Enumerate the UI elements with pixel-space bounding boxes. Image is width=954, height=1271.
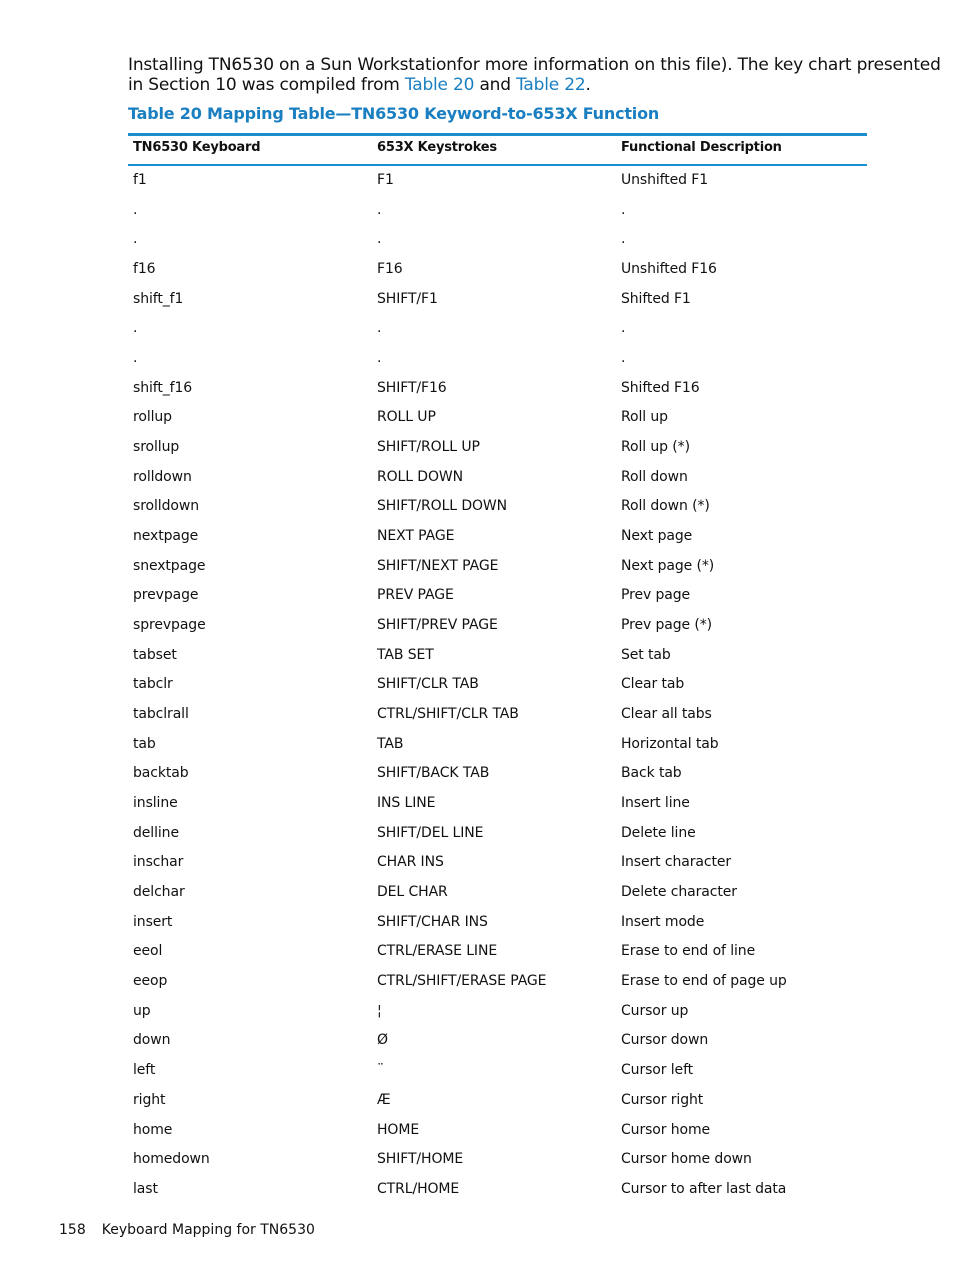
description-cell: Shifted F16 bbox=[621, 379, 700, 396]
table-row bbox=[128, 908, 867, 938]
keystroke-cell: ¦ bbox=[377, 1002, 382, 1019]
keyword-cell: home bbox=[133, 1121, 173, 1138]
description-cell: Insert mode bbox=[621, 913, 705, 930]
table-row bbox=[128, 166, 867, 196]
footer-section-title: Keyboard Mapping for TN6530 bbox=[101, 1222, 315, 1238]
keystroke-cell: SHIFT/DEL LINE bbox=[377, 824, 484, 841]
description-cell: Erase to end of page up bbox=[621, 973, 787, 990]
description-cell: Next page (*) bbox=[621, 557, 715, 574]
keystroke-cell: SHIFT/NEXT PAGE bbox=[377, 557, 499, 574]
table-row bbox=[128, 967, 867, 997]
description-cell: Roll down bbox=[621, 468, 688, 485]
intro-line-1: Installing TN6530 on a Sun Workstationfor more information on this file). The key chart presented bbox=[128, 55, 941, 75]
table-row bbox=[128, 611, 867, 641]
description-cell: Prev page (*) bbox=[621, 617, 713, 634]
table-row bbox=[128, 1116, 867, 1146]
description-cell: Roll up (*) bbox=[621, 439, 690, 456]
description-cell: Insert character bbox=[621, 854, 732, 871]
keyword-cell: up bbox=[133, 1002, 151, 1019]
description-cell: Clear all tabs bbox=[621, 706, 712, 723]
keyword-cell: . bbox=[133, 201, 138, 218]
description-cell: Cursor home bbox=[621, 1121, 711, 1138]
description-cell: Clear tab bbox=[621, 676, 685, 693]
intro-and-text: and bbox=[474, 75, 517, 95]
description-cell: Cursor home down bbox=[621, 1151, 752, 1168]
table-body bbox=[128, 166, 867, 1205]
table-row bbox=[128, 225, 867, 255]
keystroke-cell: CTRL/ERASE LINE bbox=[377, 943, 498, 960]
keyword-cell: . bbox=[133, 231, 138, 248]
keystroke-cell: F1 bbox=[377, 172, 394, 188]
table-20-link[interactable]: Table 20 bbox=[404, 75, 475, 95]
keystroke-cell: SHIFT/CHAR INS bbox=[377, 913, 488, 930]
description-cell: . bbox=[621, 320, 626, 337]
keystroke-cell: INS LINE bbox=[377, 795, 436, 812]
description-cell: Horizontal tab bbox=[621, 735, 719, 752]
keyword-cell: . bbox=[133, 320, 138, 337]
description-cell: . bbox=[621, 201, 626, 218]
page-footer bbox=[59, 1222, 315, 1238]
table-row bbox=[128, 937, 867, 967]
table-row bbox=[128, 492, 867, 522]
keystroke-cell: HOME bbox=[377, 1121, 420, 1138]
table-row bbox=[128, 1026, 867, 1056]
table-title: Table 20 Mapping Table—TN6530 Keyword-to-653X Function bbox=[128, 104, 660, 123]
table-row bbox=[128, 1175, 867, 1205]
description-cell: Insert line bbox=[621, 795, 690, 812]
table-row bbox=[128, 344, 867, 374]
keyword-cell: shift_f16 bbox=[133, 379, 193, 396]
keyword-cell: prevpage bbox=[133, 587, 199, 604]
table-row bbox=[128, 641, 867, 671]
header-tn6530-keyboard: TN6530 Keyboard bbox=[133, 140, 261, 155]
keyword-cell: eeol bbox=[133, 943, 163, 960]
keystroke-cell: Ø bbox=[377, 1032, 388, 1049]
keyword-cell: down bbox=[133, 1032, 171, 1049]
keystroke-cell: TAB bbox=[377, 735, 404, 752]
keyword-cell: tabset bbox=[133, 646, 177, 663]
table-row bbox=[128, 1086, 867, 1116]
keystroke-cell: SHIFT/ROLL UP bbox=[377, 439, 480, 456]
table-row bbox=[128, 670, 867, 700]
table-row bbox=[128, 255, 867, 285]
keystroke-cell: ROLL DOWN bbox=[377, 468, 464, 485]
table-row bbox=[128, 196, 867, 226]
keyword-cell: last bbox=[133, 1180, 158, 1197]
table-header-row bbox=[128, 140, 867, 162]
keystroke-cell: DEL CHAR bbox=[377, 884, 448, 901]
description-cell: Unshifted F1 bbox=[621, 172, 709, 188]
table-row bbox=[128, 1056, 867, 1086]
keyword-cell: backtab bbox=[133, 765, 189, 782]
description-cell: Roll down (*) bbox=[621, 498, 710, 515]
intro-line-2 bbox=[128, 75, 873, 95]
description-cell: . bbox=[621, 350, 626, 367]
keyword-cell: snextpage bbox=[133, 557, 206, 574]
table-row bbox=[128, 878, 867, 908]
keyword-cell: tabclrall bbox=[133, 706, 189, 723]
keystroke-cell: . bbox=[377, 320, 382, 337]
description-cell: Cursor to after last data bbox=[621, 1180, 787, 1197]
keystroke-cell: PREV PAGE bbox=[377, 587, 454, 604]
intro-line-2-suffix: . bbox=[585, 75, 591, 95]
table-row bbox=[128, 759, 867, 789]
table-row bbox=[128, 433, 867, 463]
keyword-cell: tabclr bbox=[133, 676, 173, 693]
keyword-cell: insert bbox=[133, 913, 173, 930]
description-cell: Cursor down bbox=[621, 1032, 709, 1049]
keyword-cell: eeop bbox=[133, 973, 168, 990]
table-row bbox=[128, 1145, 867, 1175]
table-row bbox=[128, 403, 867, 433]
keyword-cell: insline bbox=[133, 795, 178, 812]
table-row bbox=[128, 522, 867, 552]
intro-paragraph bbox=[128, 55, 941, 95]
keystroke-cell: F16 bbox=[377, 261, 403, 278]
keyword-cell: delline bbox=[133, 824, 179, 841]
description-cell: . bbox=[621, 231, 626, 248]
description-cell: Delete character bbox=[621, 884, 737, 901]
description-cell: Cursor right bbox=[621, 1091, 704, 1108]
table-row bbox=[128, 285, 867, 315]
header-653x-keystrokes: 653X Keystrokes bbox=[377, 140, 497, 155]
keystroke-cell: . bbox=[377, 201, 382, 218]
table-row bbox=[128, 819, 867, 849]
table-row bbox=[128, 730, 867, 760]
keystroke-cell: ¨ bbox=[377, 1062, 384, 1079]
table-row bbox=[128, 552, 867, 582]
keyword-cell: left bbox=[133, 1062, 156, 1079]
keyword-cell: rolldown bbox=[133, 468, 192, 485]
description-cell: Cursor left bbox=[621, 1062, 694, 1079]
keyword-cell: rollup bbox=[133, 409, 172, 426]
table-22-link[interactable]: Table 22 bbox=[516, 75, 586, 95]
keyword-cell: srolldown bbox=[133, 498, 199, 515]
page-number: 158 bbox=[59, 1222, 86, 1238]
keyword-cell: delchar bbox=[133, 884, 185, 901]
header-functional-description: Functional Description bbox=[621, 140, 782, 155]
description-cell: Set tab bbox=[621, 646, 671, 663]
table-row bbox=[128, 374, 867, 404]
description-cell: Roll up bbox=[621, 409, 668, 426]
keystroke-cell: SHIFT/CLR TAB bbox=[377, 676, 479, 693]
keyword-cell: . bbox=[133, 350, 138, 367]
table-row bbox=[128, 997, 867, 1027]
description-cell: Unshifted F16 bbox=[621, 261, 717, 278]
keystroke-cell: SHIFT/HOME bbox=[377, 1151, 464, 1168]
keyword-cell: tab bbox=[133, 735, 156, 752]
keystroke-cell: ROLL UP bbox=[377, 409, 436, 426]
keystroke-cell: CTRL/SHIFT/CLR TAB bbox=[377, 706, 519, 723]
keyword-cell: sprevpage bbox=[133, 617, 206, 634]
keystroke-cell: SHIFT/F16 bbox=[377, 379, 447, 396]
keystroke-cell: NEXT PAGE bbox=[377, 528, 455, 545]
keystroke-cell: SHIFT/BACK TAB bbox=[377, 765, 490, 782]
intro-line-2-prefix: in Section 10 was compiled from bbox=[128, 75, 405, 95]
table-row bbox=[128, 314, 867, 344]
keyword-cell: right bbox=[133, 1091, 166, 1108]
table-row bbox=[128, 463, 867, 493]
description-cell: Delete line bbox=[621, 824, 696, 841]
keystroke-cell: CTRL/HOME bbox=[377, 1180, 460, 1197]
keystroke-cell: . bbox=[377, 231, 382, 248]
description-cell: Shifted F1 bbox=[621, 290, 691, 307]
description-cell: Prev page bbox=[621, 587, 691, 604]
keystroke-cell: SHIFT/PREV PAGE bbox=[377, 617, 498, 634]
table-row bbox=[128, 789, 867, 819]
table-top-rule bbox=[128, 133, 867, 136]
table-row bbox=[128, 848, 867, 878]
keyword-cell: homedown bbox=[133, 1151, 210, 1168]
keystroke-cell: CHAR INS bbox=[377, 854, 444, 871]
keystroke-cell: SHIFT/ROLL DOWN bbox=[377, 498, 508, 515]
keystroke-cell: CTRL/SHIFT/ERASE PAGE bbox=[377, 973, 547, 990]
keyword-cell: shift_f1 bbox=[133, 290, 184, 307]
keystroke-cell: . bbox=[377, 350, 382, 367]
table-row bbox=[128, 581, 867, 611]
keyword-cell: f1 bbox=[133, 172, 147, 188]
description-cell: Back tab bbox=[621, 765, 682, 782]
description-cell: Next page bbox=[621, 528, 693, 545]
keystroke-cell: TAB SET bbox=[377, 646, 434, 663]
keyword-cell: f16 bbox=[133, 261, 156, 278]
keyword-cell: srollup bbox=[133, 439, 180, 456]
description-cell: Cursor up bbox=[621, 1002, 689, 1019]
table-row bbox=[128, 700, 867, 730]
keystroke-cell: SHIFT/F1 bbox=[377, 290, 438, 307]
keyword-cell: inschar bbox=[133, 854, 184, 871]
keystroke-cell: Æ bbox=[377, 1091, 391, 1108]
keyword-cell: nextpage bbox=[133, 528, 199, 545]
description-cell: Erase to end of line bbox=[621, 943, 756, 960]
